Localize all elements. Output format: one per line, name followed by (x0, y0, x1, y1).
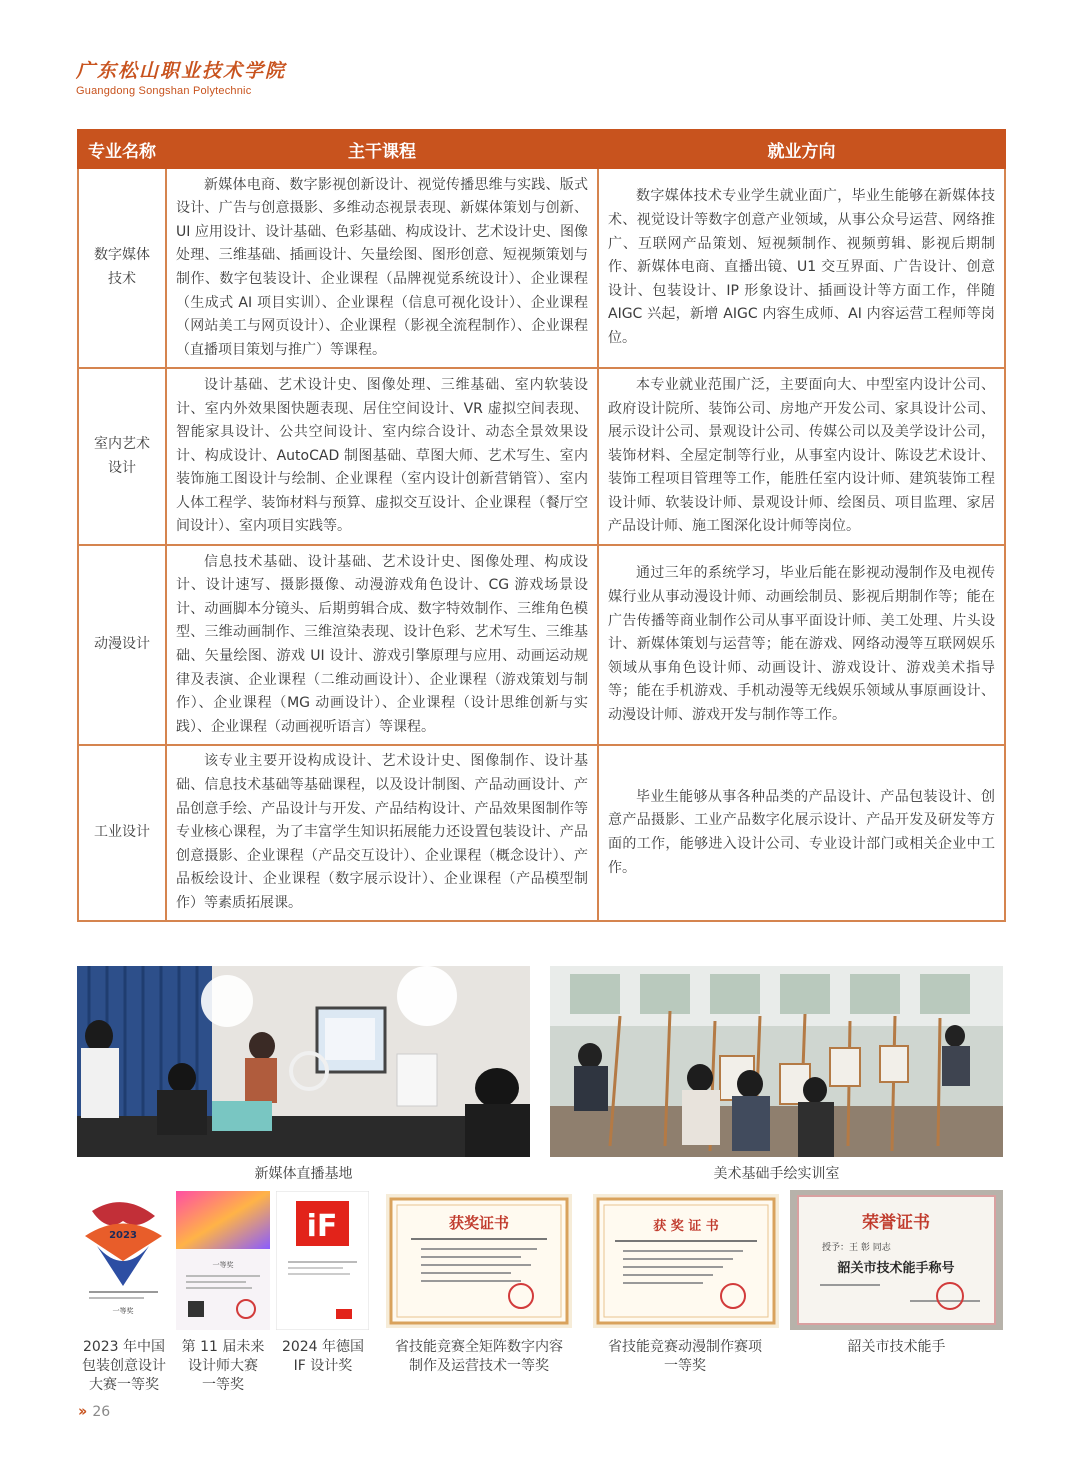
award-if-certificate (276, 1191, 369, 1330)
page-number (78, 1402, 110, 1420)
poster1-year: 2023 (109, 1230, 137, 1241)
award-caption (171, 1338, 275, 1395)
table-row (78, 368, 1005, 545)
award-caption-line: 设计师大赛 (188, 1358, 258, 1374)
table-row (78, 545, 1005, 745)
major-name-line: 技术 (108, 271, 136, 287)
award-caption-line: 2024 年德国 (281, 1339, 365, 1355)
major-courses: 设计基础、艺术设计史、图像处理、三维基础、室内软装设计、室内外效果图快题表现、居住空间设计、VR 虚拟空间表现、智能家具设计、公共空间设计、室内综合设计、动态全景效果设计、构成设计、AutoCAD 制图基础、草图大师、艺术写生、室内装饰施工图设计与绘制、企业课程（室内设计创新营销管）、室内人体工程学、装饰材料与预算、虚拟交互设计、企业课程（餐厅空间设计）、室内项目实践等。 (166, 368, 598, 545)
chevron-right-icon: ›› (78, 1402, 85, 1420)
major-name-line: 数字媒体 (94, 247, 150, 264)
award-caption-line: 制作及运营技术一等奖 (409, 1358, 549, 1374)
award-poster-packaging (77, 1191, 170, 1330)
award-caption-line: 大赛一等奖 (89, 1377, 159, 1393)
major-courses: 信息技术基础、设计基础、艺术设计史、图像处理、构成设计、设计速写、摄影摄像、动漫游戏角色设计、CG 游戏场景设计、动画脚本分镜头、后期剪辑合成、数字特效制作、三维角色模型、三维动画制作、三维渲染表现、设计色彩、艺术写生、三维基础、矢量绘图、游戏 UI 设计、游戏引擎原理与应用、动画运动规律及表演、企业课程（二维动画设计）、企业课程（游戏策划与制作）、企业课程（MG 动画设计）、企业课程（设计思维创新与实践）、企业课程（动画视听语言）等课程。 (166, 545, 598, 745)
table-header-row (78, 130, 1005, 168)
major-courses: 该专业主要开设构成设计、艺术设计史、图像制作、设计基础、信息技术基础等基础课程，以及设计制图、产品动画设计、产品创意手绘、产品设计与开发、产品结构设计、产品效果图制作等专业核心课程，为了丰富学生知识拓展能力还设置包装设计、产品创意摄影、企业课程（产品交互设计）、企业课程（概念设计）、产品板绘设计、企业课程（数字展示设计）、企业课程（产品模型制作）等素质拓展课。 (166, 745, 598, 921)
header-main-courses: 主干课程 (166, 130, 598, 168)
award-certificate-digital-content (386, 1194, 572, 1328)
award-caption-line: IF 设计奖 (293, 1358, 353, 1374)
school-name-en: Guangdong Songshan Polytechnic (76, 85, 252, 97)
award-caption-line: 省技能竞赛动漫制作赛项 (608, 1339, 762, 1355)
award-caption (268, 1338, 378, 1376)
poster2-prize: 一等奖 (212, 1261, 234, 1269)
livestream-caption: 新媒体直播基地 (254, 1166, 353, 1182)
poster1-prize: 一等奖 (112, 1307, 134, 1315)
award-certificate-animation (593, 1194, 779, 1328)
cert1-title: 获奖证书 (448, 1214, 510, 1232)
major-name-line: 室内艺术 (94, 435, 150, 452)
award-poster-future-designer (176, 1191, 270, 1330)
award-caption (72, 1338, 176, 1395)
school-logo (76, 56, 286, 97)
major-careers: 本专业就业范围广泛，主要面向大、中型室内设计公司、政府设计院所、装饰公司、房地产开发公司、家具设计公司、展示设计公司、景观设计公司、传媒公司以及美学设计公司，装饰材料、全屋定制等行业，从事室内设计、陈设艺术设计、装饰工程项目管理等工作，能胜任室内设计师、建筑装饰工程设计师、软装设计师、景观设计师、绘图员、项目监理、家居产品设计师、施工图深化设计师等岗位。 (598, 368, 1005, 545)
table-row (78, 745, 1005, 921)
if-logo: iF (306, 1209, 338, 1244)
major-name-line: 设计 (108, 459, 136, 476)
cert3-line2: 韶关市技术能手称号 (837, 1261, 955, 1276)
major-careers: 毕业生能够从事各种品类的产品设计、产品包装设计、创意产品摄影、工业产品数字化展示设计、产品开发及研发等方面的工作，能够进入设计公司、专业设计部门或相关企业中工作。 (598, 745, 1005, 921)
award-caption (820, 1338, 973, 1357)
major-name (78, 368, 166, 545)
major-courses: 新媒体电商、数字影视创新设计、视觉传播思维与实践、版式设计、广告与创意摄影、多维动态视景表现、新媒体策划与创新、UI 应用设计、设计基础、色彩基础、构成设计、艺术设计史、图像处理、三维基础、插画设计、矢量绘图、图形创意、短视频策划与制作、数字包装设计、企业课程（品牌视觉系统设计）、企业课程（生成式 AI 项目实训）、企业课程（信息可视化设计）、企业课程（网站美工与网页设计）、企业课程（影视全流程制作）、企业课程（直播项目策划与推广）等课程。 (166, 168, 598, 368)
major-careers: 数字媒体技术专业学生就业面广，毕业生能够在新媒体技术、视觉设计等数字创意产业领域，从事公众号运营、网络推广、互联网产品策划、短视频制作、视频剪辑、影视后期制作、新媒体电商、直播出镜、U1 交互界面、广告设计、创意设计、包装设计、IP 形象设计、插画设计等方面工作，伴随 AIGC 兴起，新增 AIGC 内容生成师、AI 内容运营工程师等岗位。 (598, 168, 1005, 368)
major-name (78, 745, 166, 921)
award-caption-line: 包装创意设计 (82, 1358, 166, 1374)
major-name-line: 工业设计 (94, 824, 150, 841)
award-caption (370, 1338, 588, 1376)
award-honor-certificate (790, 1190, 1003, 1330)
livestream-base-photo (77, 966, 530, 1157)
header-career-direction: 就业方向 (598, 130, 1005, 168)
award-caption-line: 省技能竞赛全矩阵数字内容 (395, 1339, 563, 1355)
cert2-title: 获 奖 证 书 (653, 1219, 719, 1234)
award-caption (587, 1338, 783, 1376)
cert3-title: 荣誉证书 (862, 1213, 930, 1233)
major-name-line: 动漫设计 (94, 636, 150, 653)
award-caption-line: 一等奖 (202, 1377, 244, 1393)
major-name (78, 545, 166, 745)
cert3-line1: 授予：王 彰 同志 (822, 1243, 891, 1253)
header-major-name: 专业名称 (78, 130, 166, 168)
page-number-value: 26 (92, 1404, 111, 1420)
award-caption-line: 韶关市技术能手 (847, 1339, 946, 1355)
art-room-caption: 美术基础手绘实训室 (713, 1166, 840, 1182)
award-caption-line: 2023 年中国 (82, 1339, 166, 1355)
school-name-cn: 广东松山职业技术学院 (76, 60, 287, 82)
award-caption-line: 第 11 届未来 (181, 1339, 265, 1355)
award-caption-line: 一等奖 (664, 1358, 706, 1374)
table-row (78, 168, 1005, 368)
art-room-photo (550, 966, 1003, 1157)
majors-table (77, 129, 1006, 922)
major-careers: 通过三年的系统学习，毕业后能在影视动漫制作及电视传媒行业从事动漫设计师、动画绘制员、影视后期制作等；能在广告传播等商业制作公司从事平面设计师、美工处理、片头设计、新媒体策划与运营等；能在游戏、网络动漫等互联网娱乐领域从事角色设计师、动画设计、游戏设计、游戏美术指导等；能在手机游戏、手机动漫等无线娱乐领域从事原画设计、动漫设计师、游戏开发与制作等工作。 (598, 545, 1005, 745)
major-name (78, 168, 166, 368)
